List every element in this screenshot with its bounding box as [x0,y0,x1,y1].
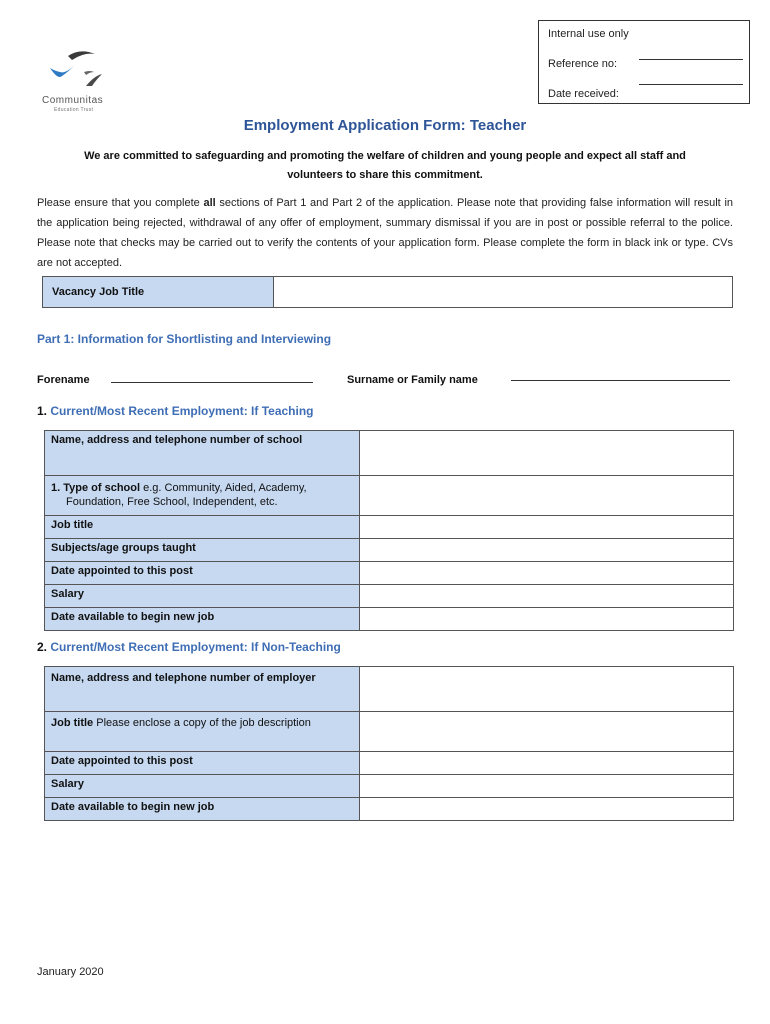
section2-title: Current/Most Recent Employment: If Non-Teaching [50,640,341,654]
section1-number: 1. [37,404,48,418]
date-appointed-label: Date appointed to this post [45,752,360,775]
table-row [45,775,734,798]
footer-date: January 2020 [37,966,104,978]
table-row [45,562,734,585]
vacancy-job-title-label: Vacancy Job Title [43,277,274,307]
job-title-note: Please enclose a copy of the job description [93,717,311,729]
date-received-line[interactable] [639,84,743,85]
salary-label: Salary [45,775,360,798]
employer-details-field[interactable] [360,667,734,712]
type-of-school-line-1 [51,479,353,494]
logo-bird-left [50,64,76,77]
type-of-school-bold: Type of school [63,482,141,494]
section1-heading [37,404,314,418]
internal-use-box [538,20,750,104]
table-row [45,712,734,752]
intro-text-rest: sections of Part 1 and Part 2 of the application. Please note that providing false information will result in the application being rejected, withdrawal of any offer of employment, summary dismissal if you are in post or possible referral to the police. Please note that checks may be carried out to verify the contents of your application form. Please complete the form in black ink or type. CVs are not accepted. [37,197,734,269]
type-of-school-line-2: Foundation, Free School, Independent, etc. [66,496,278,508]
logo-subtitle: Education Trust [54,107,94,113]
salary-field[interactable] [360,585,734,608]
date-available-field[interactable] [360,608,734,631]
table-row [45,539,734,562]
reference-no-label: Reference no: [548,58,618,70]
date-appointed-field[interactable] [360,752,734,775]
forename-label: Forename [37,374,90,386]
subjects-age-groups-label: Subjects/age groups taught [45,539,360,562]
surname-field[interactable] [511,380,730,381]
date-received-label: Date received: [548,88,619,100]
part1-heading: Part 1: Information for Shortlisting and Interviewing [37,332,332,346]
date-available-label: Date available to begin new job [45,798,360,821]
table-row [45,608,734,631]
table-row [45,585,734,608]
logo-name: Communitas [42,95,104,106]
school-details-label: Name, address and telephone number of school [45,431,360,476]
type-of-school-number: 1. [51,482,61,494]
type-of-school-label [45,476,360,516]
job-title-field[interactable] [360,516,734,539]
school-details-field[interactable] [360,431,734,476]
safeguarding-statement [30,147,740,185]
table-row [45,798,734,821]
vacancy-job-title-row [42,276,733,308]
reference-no-line[interactable] [639,59,743,60]
type-of-school-examples: e.g. Community, Aided, Academy, [140,482,307,494]
intro-text-start: Please ensure that you complete [37,197,204,209]
salary-field[interactable] [360,775,734,798]
logo-bird-small [84,71,94,75]
safeguarding-line-2: volunteers to share this commitment. [287,169,483,181]
job-title-label: Job title [45,516,360,539]
table-row [45,752,734,775]
date-appointed-field[interactable] [360,562,734,585]
type-of-school-field[interactable] [360,476,734,516]
safeguarding-line-1: We are committed to safeguarding and promoting the welfare of children and young people and expect all staff and [84,150,686,162]
date-available-field[interactable] [360,798,734,821]
logo-bird-top [68,51,95,60]
salary-label: Salary [45,585,360,608]
job-title-label [45,712,360,752]
date-appointed-label: Date appointed to this post [45,562,360,585]
table-row [45,667,734,712]
date-available-label: Date available to begin new job [45,608,360,631]
forename-field[interactable] [111,382,313,383]
teaching-employment-table [44,430,734,631]
job-title-bold: Job title [51,717,94,729]
table-row [45,476,734,516]
table-row [45,431,734,476]
section2-number: 2. [37,640,48,654]
employer-details-label: Name, address and telephone number of employer [45,667,360,712]
non-teaching-employment-table [44,666,734,821]
surname-label: Surname or Family name [347,374,478,386]
intro-paragraph [37,193,733,273]
table-row [45,516,734,539]
internal-use-title: Internal use only [548,28,629,40]
intro-bold-all: all [203,197,216,209]
form-title: Employment Application Form: Teacher [243,117,527,134]
job-title-field[interactable] [360,712,734,752]
section2-heading [37,640,341,654]
vacancy-job-title-field[interactable] [274,277,732,307]
section1-title: Current/Most Recent Employment: If Teaching [50,404,314,418]
subjects-age-groups-field[interactable] [360,539,734,562]
logo-bird-right [86,74,102,86]
